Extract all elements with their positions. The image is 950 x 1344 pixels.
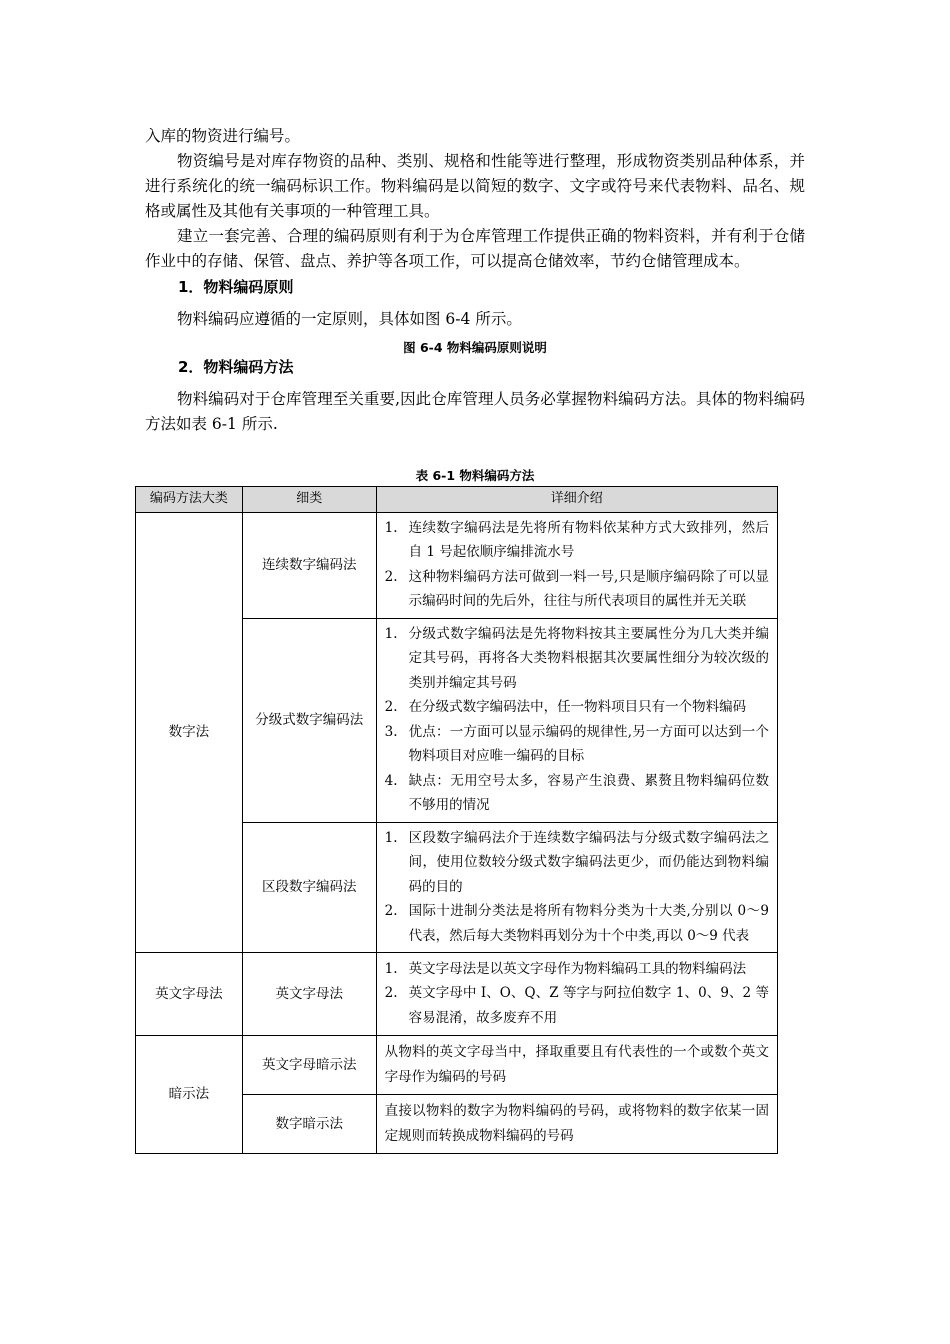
paragraph-material-numbering: 物资编号是对库存物资的品种、类别、规格和性能等进行整理，形成物资类别品种体系，并进行系统化的统一编码标识工作。物料编码是以简短的数字、文字或符号来代表物料、品名、规格或属性及其他有关事项的一种管理工具。 [145,152,805,220]
table-row [136,953,778,1036]
header-subcategory: 细类 [242,487,376,513]
table-header-row [136,487,778,513]
subcategory-cell: 区段数字编码法 [242,822,376,953]
detail-item: 4. 缺点：无用空号太多，容易产生浪费、累赘且物料编码位数不够用的情况 [384,772,769,813]
coding-methods-table [135,486,778,1154]
figure-caption: 图 6-4 物料编码原则说明 [403,340,547,355]
detail-item: 1. 区段数字编码法介于连续数字编码法与分级式数字编码法之间，使用位数较分级式数字编码法更少，而仍能达到物料编码的目的 [384,829,769,895]
heading-coding-methods: 2．物料编码方法 [178,358,294,376]
category-cell: 暗示法 [136,1036,243,1154]
detail-cell [376,618,777,822]
detail-item: 1. 连续数字编码法是先将所有物料依某种方式大致排列，然后自 1 号起依顺序编排流水号 [384,519,769,560]
paragraph-principles-ref: 物料编码应遵循的一定原则，具体如图 6-4 所示。 [177,310,522,328]
detail-cell [376,822,777,953]
detail-cell [376,953,777,1036]
subcategory-cell: 英文字母暗示法 [242,1036,376,1095]
subcategory-cell: 数字暗示法 [242,1095,376,1154]
heading-coding-principles: 1．物料编码原则 [178,278,294,296]
detail-item: 2. 在分级式数字编码法中，任一物料项目只有一个物料编码 [384,699,747,715]
paragraph-methods-ref: 物料编码对于仓库管理至关重要,因此仓库管理人员务必掌握物料编码方法。具体的物料编码方法如表 6-1 所示. [145,390,805,433]
detail-item: 1. 分级式数字编码法是先将物料按其主要属性分为几大类并编定其号码，再将各大类物料根据其次要属性细分为较次级的类别并编定其号码 [384,625,769,691]
header-category: 编码方法大类 [136,487,243,513]
category-cell: 数字法 [136,512,243,953]
detail-item: 2. 这种物料编码方法可做到一料一号,只是顺序编码除了可以显示编码时间的先后外，往往与所代表项目的属性并无关联 [384,568,769,609]
detail-cell: 直接以物料的数字为物料编码的号码，或将物料的数字依某一固定规则而转换成物料编码的号码 [376,1095,777,1154]
detail-item: 3. 优点：一方面可以显示编码的规律性,另一方面可以达到一个物料项目对应唯一编码的目标 [384,723,769,764]
table-caption: 表 6-1 物料编码方法 [415,468,535,483]
detail-item: 2. 英文字母中 I、O、Q、Z 等字与阿拉伯数字 1、0、9、2 等容易混淆，故多废弃不用 [384,985,769,1026]
subcategory-cell: 英文字母法 [242,953,376,1036]
table-row [136,512,778,618]
paragraph-intro: 入库的物资进行编号。 [145,127,301,145]
detail-cell [376,512,777,618]
table-row [136,1036,778,1095]
subcategory-cell: 连续数字编码法 [242,512,376,618]
paragraph-coding-principle-benefit: 建立一套完善、合理的编码原则有利于为仓库管理工作提供正确的物料资料，并有利于仓储作业中的存储、保管、盘点、养护等各项工作，可以提高仓储效率，节约仓储管理成本。 [145,227,805,270]
detail-cell: 从物料的英文字母当中，择取重要且有代表性的一个或数个英文字母作为编码的号码 [376,1036,777,1095]
detail-item: 2. 国际十进制分类法是将所有物料分类为十大类,分别以 0～9 代表，然后每大类物料再划分为十个中类,再以 0～9 代表 [384,903,769,944]
header-details: 详细介绍 [376,487,777,513]
detail-item: 1. 英文字母法是以英文字母作为物料编码工具的物料编码法 [384,960,747,977]
category-cell: 英文字母法 [136,953,243,1036]
subcategory-cell: 分级式数字编码法 [242,618,376,822]
